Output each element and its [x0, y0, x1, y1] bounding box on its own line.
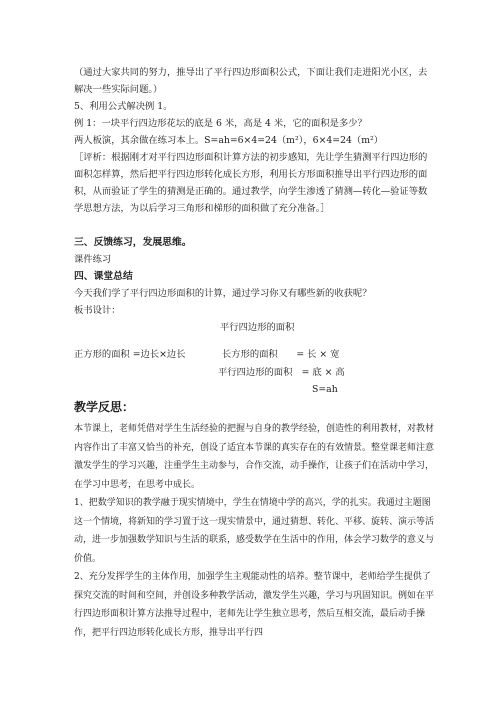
intro-paragraph: （通过大家共同的努力，推导出了平行四边形面积公式，下面让我们走进阳光小区，去解决一些实际问题。） — [74, 67, 428, 95]
reflection-paragraph-3: 2、充分发挥学生的主体作用，加强学生主观能动性的培养。整节课中，老师给学生提供了探究交流的时间和空间，并创设多种教学活动，激发学生兴趣，学习与巩固知识。例如在平行四边形面积计算方法推导过程中，老师先让学生独立思考，然后互相交流，最后动手操作，把平行四边形转化成长方形，推导出平行四 — [74, 572, 435, 638]
board-title: 平行四边形的面积 — [220, 322, 295, 333]
reflection-paragraph-2: 1、把数学知识的教学融于现实情境中，学生在情境中学的高兴，学的扎实。我通过主题图这一个情境，将新知的学习置于这一现实情景中，通过猜想、转化、平移、旋转、演示等活动，进一步加强数学知识与生活的联系，感受数学在生活中的作用，体会学习数学的意义与价值。 — [74, 498, 435, 564]
board-s-formula: S=ah — [312, 384, 338, 395]
board-parallelogram-formula: 平行四边形的面积 = 底 × 高 — [218, 367, 345, 378]
section-4-body: 今天我们学了平行四边形面积的计算，通过学习你又有哪些新的收获呢？ — [74, 288, 372, 299]
board-demo-line: 两人板演，其余做在练习本上。S=ah=6×4=24（m²），6×4=24（m²） — [74, 135, 384, 146]
reflection-title: 教学反思： — [74, 400, 135, 414]
example-1-line: 例 1：一块平行四边形花坛的底是 6 米，高是 4 米，它的面积是多少？ — [74, 118, 367, 129]
section-4-heading: 四、课堂总结 — [74, 271, 133, 282]
board-design-label: 板书设计： — [74, 305, 121, 316]
item-5-line: 5、利用公式解决例 1。 — [74, 101, 173, 112]
board-square-formula: 正方形的面积 =边长×边长 — [74, 349, 186, 360]
section-3-body: 课件练习 — [74, 254, 112, 265]
reflection-paragraph-1: 本节课上，老师凭借对学生生活经验的把握与自身的教学经验，创造性的利用教材，对教材内容作出了丰富又恰当的补充，创设了适宜本节课的真实存在的有效情景。整堂课老师注意激发学生的学习兴趣，注重学生主动参与，合作交流，动手操作，让孩子们在活动中学习，在学习中思考，在思考中成长。 — [74, 424, 435, 490]
board-rect-formula: 长方形的面积 = 长 × 宽 — [222, 349, 340, 360]
comment-paragraph: ［评析：根据刚才对平行四边形面积计算方法的初步感知，先让学生猜测平行四边形的面积怎样算，然后把平行四边形转化成长方形，利用长方形面积推导出平行四边形的面积，从而验证了学生的猜测是正确的。通过教学，向学生渗透了猜测—转化—验证等数学思想方法，为以后学习三角形和梯形的面积做了充分准备。］ — [74, 152, 428, 214]
section-3-heading: 三、反馈练习，发展思维。 — [74, 237, 192, 248]
